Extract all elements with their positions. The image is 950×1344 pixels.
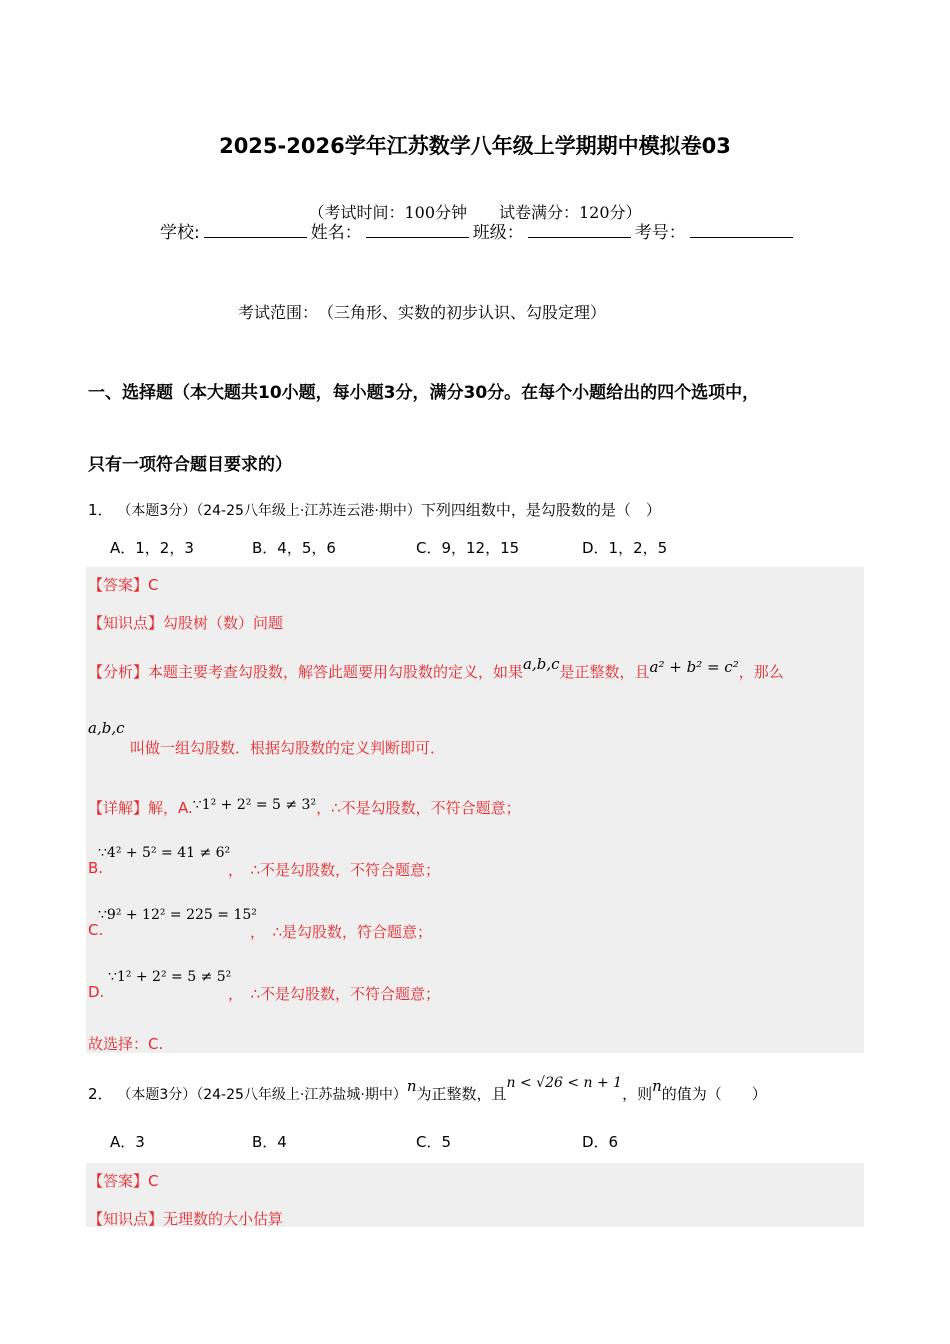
knowledge-point-label: 【知识点】 (88, 1210, 164, 1228)
number-blank[interactable] (690, 221, 793, 238)
school-blank[interactable] (204, 221, 307, 238)
option-c[interactable]: C．9，12，15 (416, 539, 520, 557)
math-abc-2: a,b,c (88, 719, 125, 737)
detail-a-label: 解，A. (148, 799, 193, 817)
detail-b-label: B. (88, 859, 104, 877)
conclusion-line: 故选择：C. (88, 1035, 164, 1053)
option-b[interactable]: B．4 (252, 1133, 287, 1151)
detail-c-label: C. (88, 921, 104, 939)
knowledge-point-line (88, 612, 283, 633)
analysis-text: 本题主要考查勾股数，解答此题要用勾股数的定义，如果 (148, 663, 524, 681)
answer-line (88, 574, 159, 595)
knowledge-point-label: 【知识点】 (88, 614, 164, 632)
page-title: 2025-2026学年江苏数学八年级上学期期中模拟卷03 (219, 134, 731, 158)
name-blank[interactable] (366, 221, 469, 238)
analysis-text-2: 是正整数，且 (559, 663, 650, 681)
question-1-options (110, 537, 810, 557)
question-meta: （本题3分）（24-25八年级上·江苏盐城·期中） (117, 1087, 407, 1103)
number-label: 考号： (634, 223, 686, 243)
answer-value: C (148, 576, 159, 594)
math-pythagoras: a² + b² = c² (649, 658, 739, 676)
option-d[interactable]: D．1，2，5 (582, 539, 668, 557)
section-heading-line2: 只有一项符合题目要求的） (88, 455, 292, 475)
option-a[interactable]: A．1，2，3 (110, 539, 194, 557)
detail-a-text: ，∴不是勾股数，不符合题意； (316, 799, 521, 817)
question-text-b: ，则 (622, 1085, 653, 1103)
option-a[interactable]: A．3 (110, 1133, 145, 1151)
question-2-options (110, 1131, 810, 1151)
detail-b-text (228, 859, 440, 880)
knowledge-point-line (88, 1208, 283, 1229)
answer-label: 【答案】 (88, 1172, 149, 1190)
analysis-text-4: 叫做一组勾股数．根据勾股数的定义判断即可． (130, 739, 446, 757)
math-detail-b: ∵4² + 5² = 41 ≠ 6² (98, 845, 231, 861)
detail-b-therefore: ， ∴ (228, 861, 261, 879)
class-label: 班级： (472, 223, 524, 243)
question-meta: （本题3分）（24-25八年级上·江苏连云港·期中） (117, 503, 421, 519)
knowledge-point: 无理数的大小估算 (163, 1210, 284, 1228)
option-d[interactable]: D．6 (582, 1133, 619, 1151)
answer-line (88, 1170, 159, 1191)
option-c[interactable]: C．5 (416, 1133, 452, 1151)
detail-line-a (88, 797, 521, 818)
math-detail-d: ∵1² + 2² = 5 ≠ 5² (108, 969, 232, 985)
detail-c-text (250, 921, 432, 942)
section-heading-line1: 一、选择题（本大题共10小题，每小题3分，满分30分。在每个小题给出的四个选项中， (88, 383, 760, 403)
answer-label: 【答案】 (88, 576, 149, 594)
knowledge-point: 勾股树（数）问题 (163, 614, 284, 632)
question-number: 1． (88, 501, 113, 519)
name-label: 姓名： (310, 223, 362, 243)
detail-d-text (228, 983, 440, 1004)
exam-time: （考试时间：100分钟 试卷满分：120分） (308, 203, 642, 222)
detail-d-conclusion: 不是勾股数，不符合题意； (260, 985, 441, 1003)
analysis-label: 【分析】 (88, 663, 149, 681)
detail-c-conclusion: 是勾股数，符合题意； (282, 923, 433, 941)
math-abc: a,b,c (523, 655, 560, 673)
answer-value: C (148, 1172, 159, 1190)
detail-label: 【详解】 (88, 799, 149, 817)
question-text-c: 的值为（ ） (661, 1085, 767, 1103)
math-inequality: n < √26 < n + 1 (506, 1075, 623, 1091)
question-number: 2． (88, 1085, 113, 1103)
question-text: 下列四组数中，是勾股数的是（ ） (420, 501, 661, 519)
option-b[interactable]: B．4，5，6 (252, 539, 336, 557)
detail-d-therefore: ， ∴ (228, 985, 261, 1003)
question-2-stem (88, 1075, 767, 1104)
math-detail-c: ∵9² + 12² = 225 = 15² (98, 907, 257, 923)
student-info-line (160, 218, 797, 243)
question-1-stem (88, 499, 661, 520)
math-detail-a: ∵1² + 2² = 5 ≠ 3² (192, 797, 317, 813)
math-n: n (406, 1077, 417, 1095)
detail-b-conclusion: 不是勾股数，不符合题意； (260, 861, 441, 879)
analysis-line (88, 655, 784, 682)
math-n-2: n (652, 1077, 662, 1095)
class-blank[interactable] (528, 221, 631, 238)
detail-c-therefore: ， ∴ (250, 923, 283, 941)
detail-d-label: D. (88, 983, 105, 1001)
school-label: 学校: (160, 223, 200, 243)
analysis-text-3: ，那么 (738, 663, 784, 681)
question-text-a: 为正整数，且 (416, 1085, 507, 1103)
exam-scope: 考试范围： （三角形、实数的初步认识、勾股定理） (238, 303, 607, 322)
